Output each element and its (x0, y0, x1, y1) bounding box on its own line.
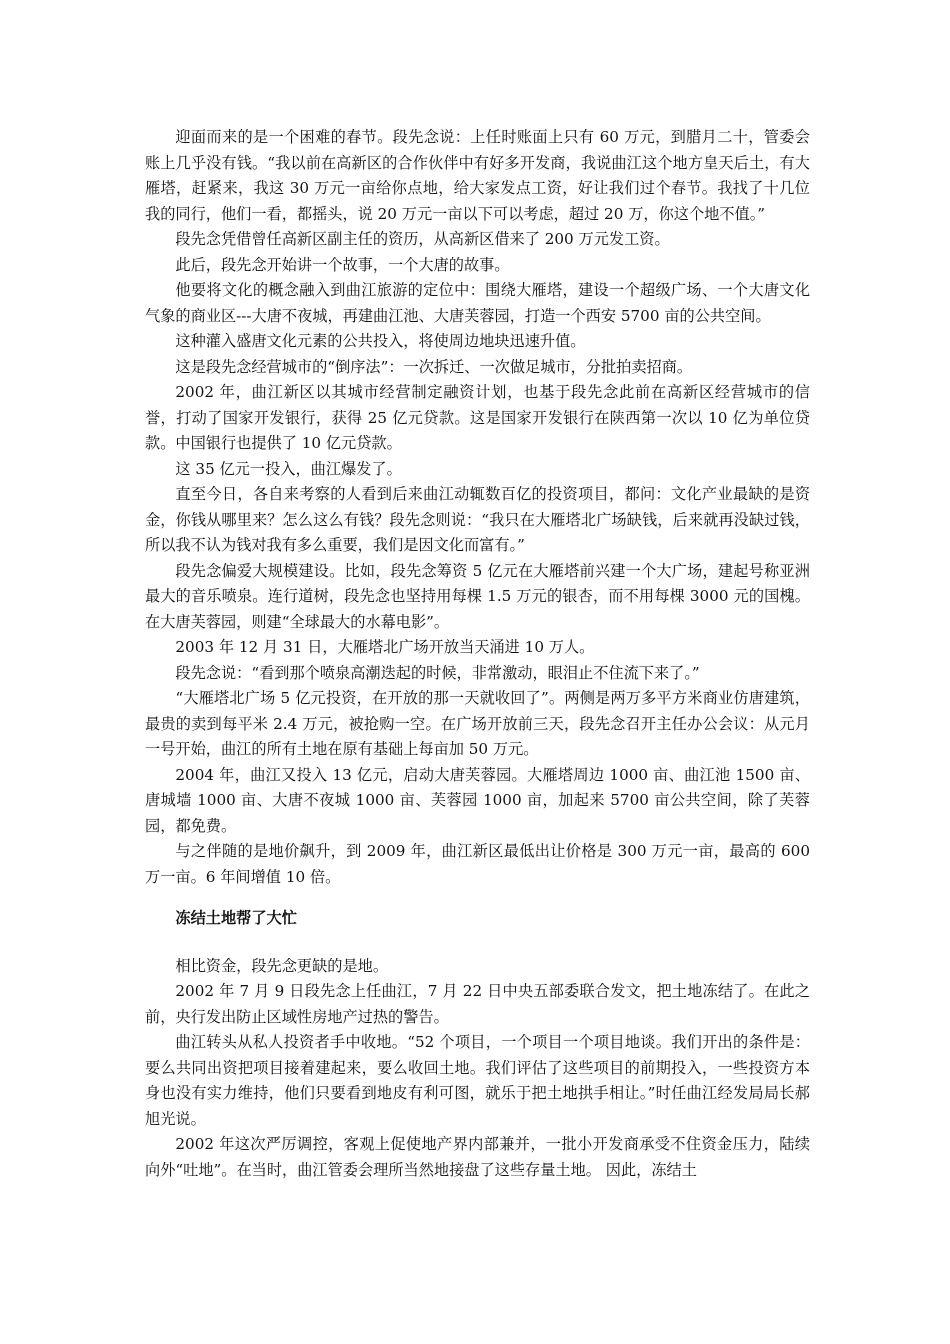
paragraph: 2002 年 7 月 9 日段先念上任曲江，7 月 22 日中央五部委联合发文，把土地冻结了。在此之前，央行发出防止区域性房地产过热的警告。 (145, 982, 810, 1026)
section-heading: 冻结土地帮了大忙 (175, 909, 297, 927)
paragraph: 迎面而来的是一个困难的春节。段先念说：上任时账面上只有 60 万元，到腊月二十，管委会账上几乎没有钱。“我以前在高新区的合作伙伴中有好多开发商，我说曲江这个地方皇天后土，有大雁塔，赶紧来，我这 30 万元一亩给你点地，给大家发点工资，好让我们过个春节。我找了十几位我的同行，他们一看，都摇头，说 20 万元一亩以下可以考虑，超过 20 万，你这个地不值。” (145, 128, 810, 223)
paragraph: 2002 年这次严厉调控，客观上促使地产界内部兼并，一批小开发商承受不住资金压力，陆续向外“吐地”。在当时，曲江管委会理所当然地接盘了这些存量土地。 因此，冻结土 (145, 1135, 810, 1179)
paragraph: 2004 年，曲江又投入 13 亿元，启动大唐芙蓉园。大雁塔周边 1000 亩、曲江池 1500 亩、唐城墙 1000 亩、大唐不夜城 1000 亩、芙蓉园 1000 亩，加起来 5700 亩公共空间，除了芙蓉园，都免费。 (145, 765, 810, 835)
paragraph: 与之伴随的是地价飙升，到 2009 年，曲江新区最低出让价格是 300 万元一亩，最高的 600 万一亩。6 年间增值 10 倍。 (145, 842, 810, 886)
paragraph: 段先念偏爱大规模建设。比如，段先念筹资 5 亿元在大雁塔前兴建一个大广场，建起号称亚洲最大的音乐喷泉。连行道树，段先念也坚持用每棵 1.5 万元的银杏，而不用每棵 3000 元的国槐。在大唐芙蓉园，则建“全球最大的水幕电影”。 (145, 561, 810, 631)
paragraph: 此后，段先念开始讲一个故事，一个大唐的故事。 (175, 255, 510, 274)
paragraph: 他要将文化的概念融入到曲江旅游的定位中：围绕大雁塔，建设一个超级广场、一个大唐文化气象的商业区---大唐不夜城，再建曲江池、大唐芙蓉园，打造一个西安 5700 亩的公共空间。 (145, 281, 810, 325)
paragraph: 这 35 亿元一投入，曲江爆发了。 (175, 459, 402, 478)
paragraph: 2003 年 12 月 31 日，大雁塔北广场开放当天涌进 10 万人。 (175, 638, 595, 656)
paragraph: “大雁塔北广场 5 亿元投资，在开放的那一天就收回了”。两侧是两万多平方米商业仿唐建筑，最贵的卖到每平米 2.4 万元，被抢购一空。在广场开放前三天，段先念召开主任办公会议：从元月一号开始，曲江的所有土地在原有基础上每亩加 50 万元。 (145, 689, 810, 758)
section-spacer (145, 932, 810, 954)
paragraph: 这种灌入盛唐文化元素的公共投入，将使周边地块迅速升值。 (175, 332, 586, 350)
paragraph: 相比资金，段先念更缺的是地。 (175, 956, 389, 975)
paragraph: 段先念说：“看到那个喷泉高潮迭起的时候，非常激动，眼泪止不住流下来了。” (175, 663, 700, 682)
paragraph: 2002 年，曲江新区以其城市经营制定融资计划，也基于段先念此前在高新区经营城市的信誉，打动了国家开发银行，获得 25 亿元贷款。这是国家开发银行在陕西第一次以 10 亿为单位贷款。中国银行也提供了 10 亿元贷款。 (145, 383, 810, 452)
paragraph: 这是段先念经营城市的“倒序法”：一次拆迁、一次做足城市，分批拍卖招商。 (175, 357, 693, 376)
paragraph: 直至今日，各自来考察的人看到后来曲江动辄数百亿的投资项目，都问：文化产业最缺的是资金，你钱从哪里来？怎么这么有钱？段先念则说：“我只在大雁塔北广场缺钱，后来就再没缺过钱，所以我不认为钱对我有多么重要，我们是因文化而富有。” (145, 485, 810, 554)
paragraph: 段先念凭借曾任高新区副主任的资历，从高新区借来了 200 万元发工资。 (175, 230, 670, 248)
paragraph: 曲江转头从私人投资者手中收地。“52 个项目，一个项目一个项目地谈。我们开出的条件是：要么共同出资把项目接着建起来，要么收回土地。我们评估了这些项目的前期投入，一些投资方本身也没有实力维持，他们只要看到地皮有利可图，就乐于把土地拱手相让。”时任曲江经发局局长郝旭光说。 (145, 1033, 810, 1128)
section-spacer (145, 890, 810, 906)
article-body (145, 125, 810, 1183)
